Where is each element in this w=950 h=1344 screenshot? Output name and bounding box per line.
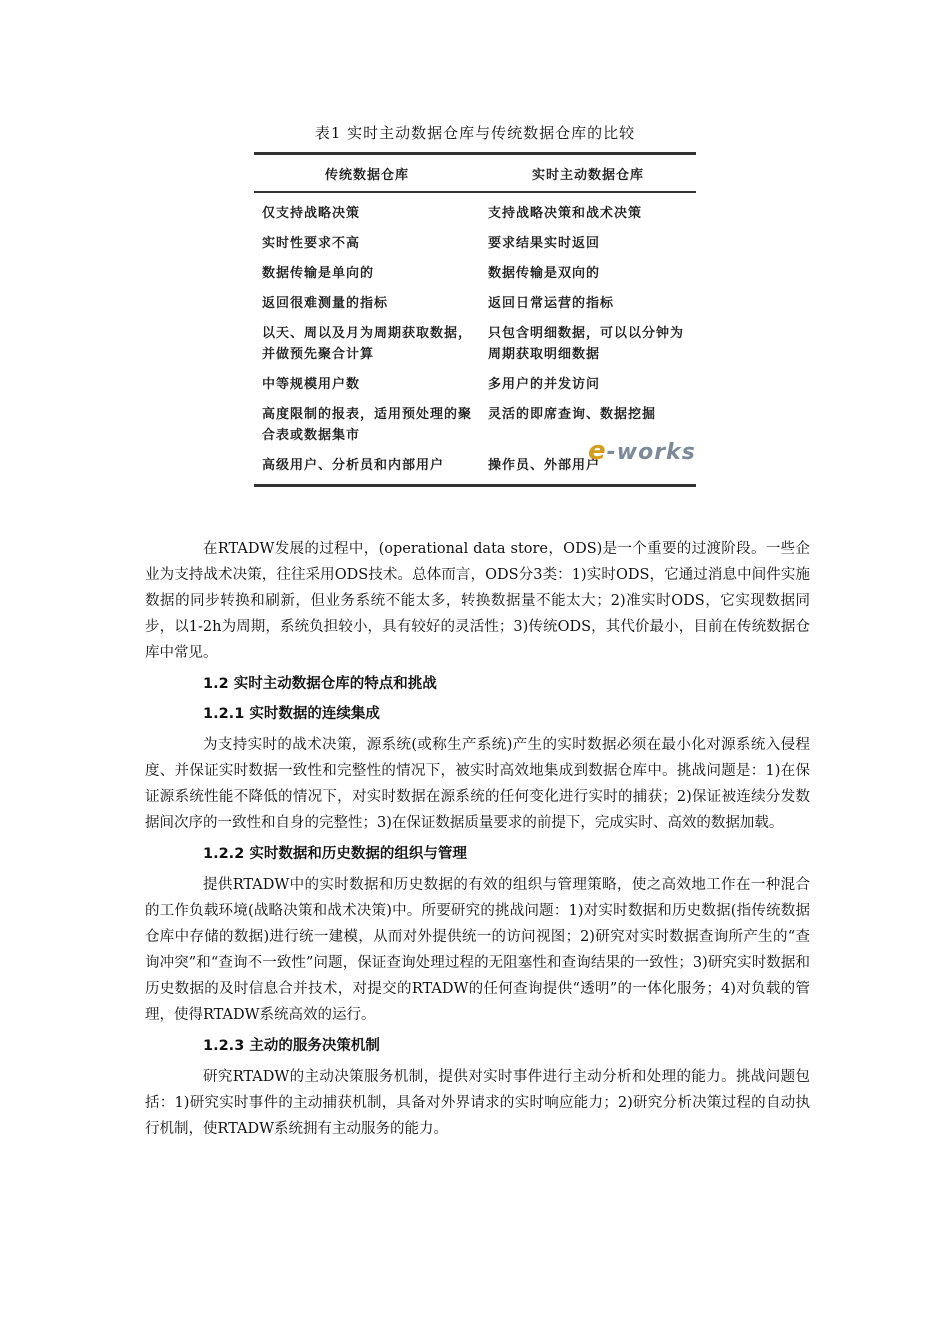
cell-realtime: 支持战略决策和战术决策 xyxy=(488,206,643,221)
table-row xyxy=(254,288,696,318)
article-body xyxy=(145,536,810,1142)
cell-realtime: 只包含明细数据，可以以分钟为周期获取明细数据 xyxy=(488,326,685,362)
cell-realtime: 灵活的即席查询、数据挖掘 xyxy=(488,407,657,422)
table-row xyxy=(254,318,696,369)
section-heading-1-2-3: 1.2.3 主动的服务决策机制 xyxy=(203,1038,380,1054)
section-heading-1-2-2: 1.2.2 实时数据和历史数据的组织与管理 xyxy=(203,846,467,862)
cell-traditional: 数据传输是单向的 xyxy=(262,266,375,281)
cell-traditional: 仅支持战略决策 xyxy=(262,206,361,221)
paragraph-active-decision: 研究RTADW的主动决策服务机制，提供对实时事件进行主动分析和处理的能力。挑战问题包括：1)研究实时事件的主动捕获机制，具备对外界请求的实时响应能力；2)研究分析决策过程的自动执行机制，使RTADW系统拥有主动服务的能力。 xyxy=(145,1069,810,1137)
eworks-watermark-logo xyxy=(588,436,696,466)
cell-traditional: 以天、周以及月为周期获取数据，并做预先聚合计算 xyxy=(262,326,473,362)
table-row xyxy=(254,192,696,228)
watermark-text: -works xyxy=(606,440,696,465)
table-row xyxy=(254,228,696,258)
cell-realtime: 操作员、外部用户 xyxy=(480,450,696,486)
paragraph-data-management: 提供RTADW中的实时数据和历史数据的有效的组织与管理策略，使之高效地工作在一种混合的工作负载环境(战略决策和战术决策)中。所要研究的挑战问题：1)对实时数据和历史数据(指传统数据仓库中存储的数据)进行统一建模，从而对外提供统一的访问视图；2)研究对实时数据查询所产生的“查询冲突”和“查询不一致性”问题，保证查询处理过程的无阻塞性和查询结果的一致性；3)研究实时数据和历史数据的及时信息合并技术，对提交的RTADW的任何查询提供“透明”的一体化服务；4)对负载的管理，使得RTADW系统高效的运行。 xyxy=(145,877,810,1023)
section-heading-1-2: 1.2 实时主动数据仓库的特点和挑战 xyxy=(203,676,437,692)
cell-traditional: 实时性要求不高 xyxy=(262,236,361,251)
table-row xyxy=(254,258,696,288)
cell-traditional: 高级用户、分析员和内部用户 xyxy=(254,450,480,486)
watermark-e: e xyxy=(588,436,607,466)
section-heading-1-2-1: 1.2.1 实时数据的连续集成 xyxy=(203,706,380,722)
table-header-row xyxy=(254,154,696,193)
cell-realtime: 返回日常运营的指标 xyxy=(488,296,615,311)
cell-realtime: 数据传输是双向的 xyxy=(488,266,601,281)
cell-realtime: 要求结果实时返回 xyxy=(488,236,601,251)
table-caption: 表1 实时主动数据仓库与传统数据仓库的比较 xyxy=(314,124,636,142)
cell-traditional: 返回很难测量的指标 xyxy=(262,296,389,311)
cell-traditional: 中等规模用户数 xyxy=(262,377,361,392)
table-row xyxy=(254,369,696,399)
cell-traditional: 高度限制的报表，适用预处理的聚合表或数据集市 xyxy=(262,407,473,443)
header-traditional-dw: 传统数据仓库 xyxy=(254,154,480,193)
paragraph-continuous-integration: 为支持实时的战术决策，源系统(或称生产系统)产生的实时数据必须在最小化对源系统入侵程度、并保证实时数据一致性和完整性的情况下，被实时高效地集成到数据仓库中。挑战问题是：1)在保证源系统性能不降低的情况下，对实时数据在源系统的任何变化进行实时的捕获；2)保证被连续分发数据间次序的一致性和自身的完整性；3)在保证数据质量要求的前提下，完成实时、高效的数据加载。 xyxy=(145,737,810,831)
header-realtime-active-dw: 实时主动数据仓库 xyxy=(480,154,696,193)
paragraph-ods: 在RTADW发展的过程中，(operational data store，ODS)是一个重要的过渡阶段。一些企业为支持战术决策，往往采用ODS技术。总体而言，ODS分3类：1)实时ODS，它通过消息中间件实施数据的同步转换和刷新，但业务系统不能太多，转换数据量不能太大；2)准实时ODS，它实现数据同步，以1-2h为周期，系统负担较小，具有较好的灵活性；3)传统ODS，其代价最小，目前在传统数据仓库中常见。 xyxy=(145,541,810,661)
cell-realtime: 多用户的并发访问 xyxy=(488,377,601,392)
